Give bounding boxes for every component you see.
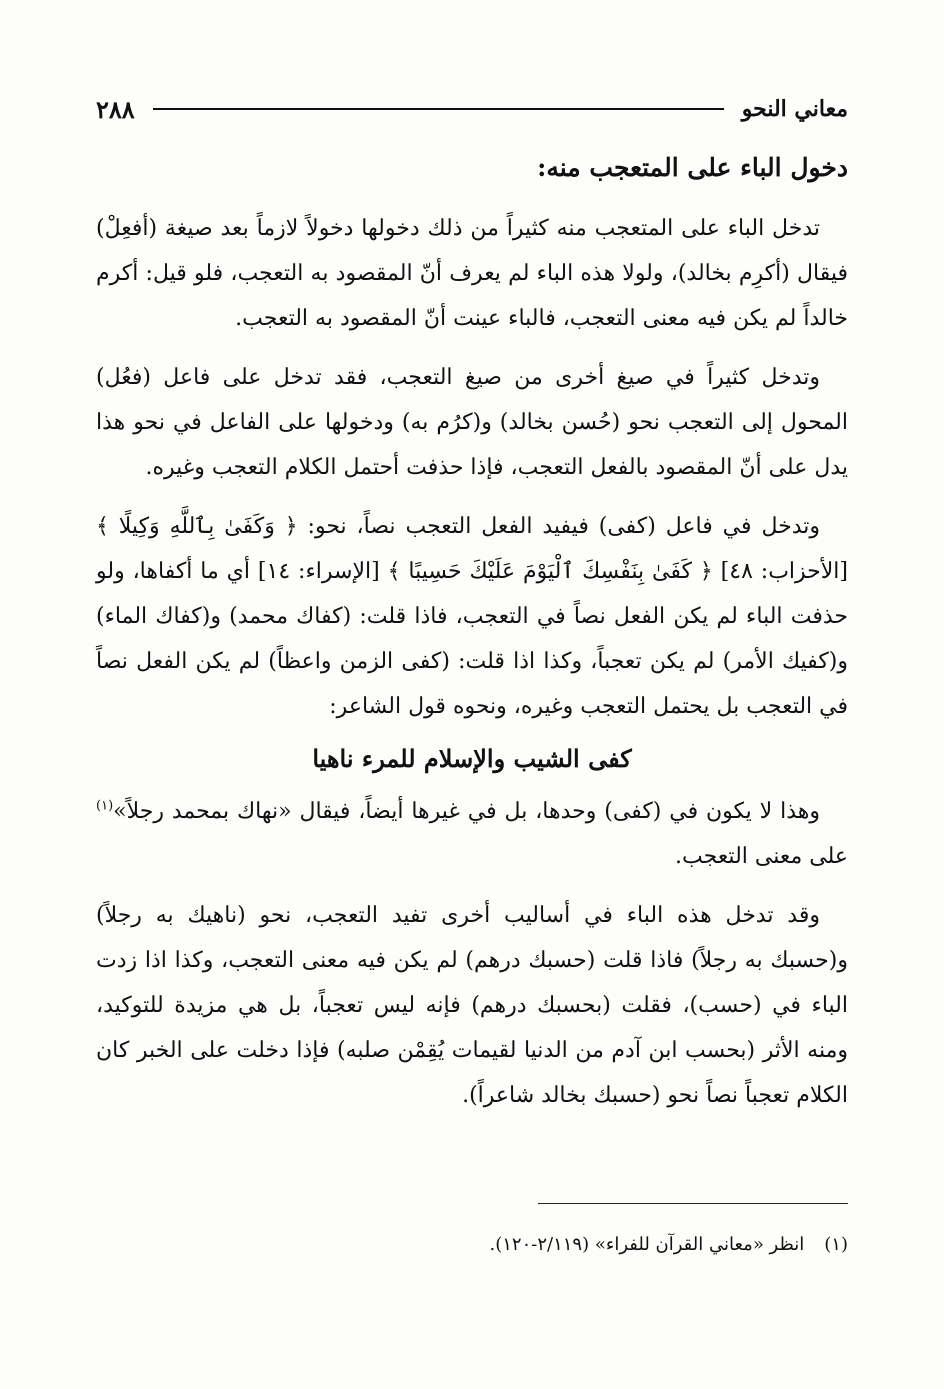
section-heading: دخول الباء على المتعجب منه:	[537, 153, 848, 182]
footnote	[96, 1230, 848, 1260]
poetry-verse: كفى الشيب والإسلام للمرء ناهيا	[312, 744, 632, 773]
book-title: معاني النحو	[741, 96, 848, 122]
footnote-rule	[538, 1203, 848, 1204]
paragraph-text-rest: على معنى التعجب.	[675, 844, 848, 869]
page-number: ٢٨٨	[96, 94, 135, 124]
paragraph-with-footnote	[96, 789, 848, 879]
paragraph: وتدخل كثيراً في صيغ أخرى من صيغ التعجب، فقد تدخل على فاعل (فعُل) المحول إلى التعجب نحو (حُسن بخالد) و(كرُم به) ودخولها على الفاعل في نحو هذا يدل على أنّ المقصود بالفعل التعجب، فإذا حذفت أحتمل الكلام التعجب وغيره.	[96, 365, 848, 480]
paragraph: وتدخل في فاعل (كفى) فيفيد الفعل التعجب نصاً، نحو: ﴿ وَكَفَىٰ بِٱللَّهِ وَكِيلًا ﴾ [الأحزاب: ٤٨] ﴿ كَفَىٰ بِنَفْسِكَ ٱلْيَوْمَ عَلَيْكَ حَسِيبًا ﴾ [الإسراء: ١٤] أي ما أكفاها، ولو حذفت الباء لم يكن الفعل نصاً في التعجب، فاذا قلت: (كفاك محمد) و(كفاك الماء) و(كفيك الأمر) لم يكن تعجباً، وكذا اذا قلت: (كفى الزمن واعظاً) لم يكن الفعل نصاً في التعجب بل يحتمل التعجب وغيره، ونحوه قول الشاعر:	[96, 514, 849, 719]
footnote-text: انظر «معاني القرآن للفراء» (٢/١١٩-١٢٠).	[489, 1234, 805, 1255]
running-head	[96, 88, 848, 130]
page-body	[96, 88, 848, 1132]
footnote-number: (١)	[824, 1234, 848, 1255]
paragraph: تدخل الباء على المتعجب منه كثيراً من ذلك دخولها دخولاً لازماً بعد صيغة (أفعِلْ) فيقال (أكرِم بخالد)، ولولا هذه الباء لم يعرف أنّ المقصود به التعجب، فلو قيل: أكرم خالداً لم يكن فيه معنى التعجب، فالباء عينت أنّ المقصود به التعجب.	[96, 216, 848, 331]
footnote-marker: (١)	[96, 798, 114, 814]
paragraph: وقد تدخل هذه الباء في أساليب أخرى تفيد التعجب، نحو (ناهيك به رجلاً) و(حسبك به رجلاً) فاذا قلت (حسبك درهم) لم يكن فيه معنى التعجب، وكذا اذا زدت الباء في (حسب)، فقلت (بحسبك درهم) فإنه ليس تعجباً، بل هي مزيدة للتوكيد، ومنه الأثر (بحسب ابن آدم من الدنيا لقيمات يُقِمْن صلبه) فإذا دخلت على الخبر كان الكلام تعجباً نصاً نحو (حسبك بخالد شاعراً).	[96, 903, 848, 1108]
paragraph-text: وهذا لا يكون في (كفى) وحدها، بل في غيرها أيضاً، فيقال «نهاك بمحمد رجلاً»	[113, 799, 820, 824]
header-rule	[153, 108, 724, 110]
